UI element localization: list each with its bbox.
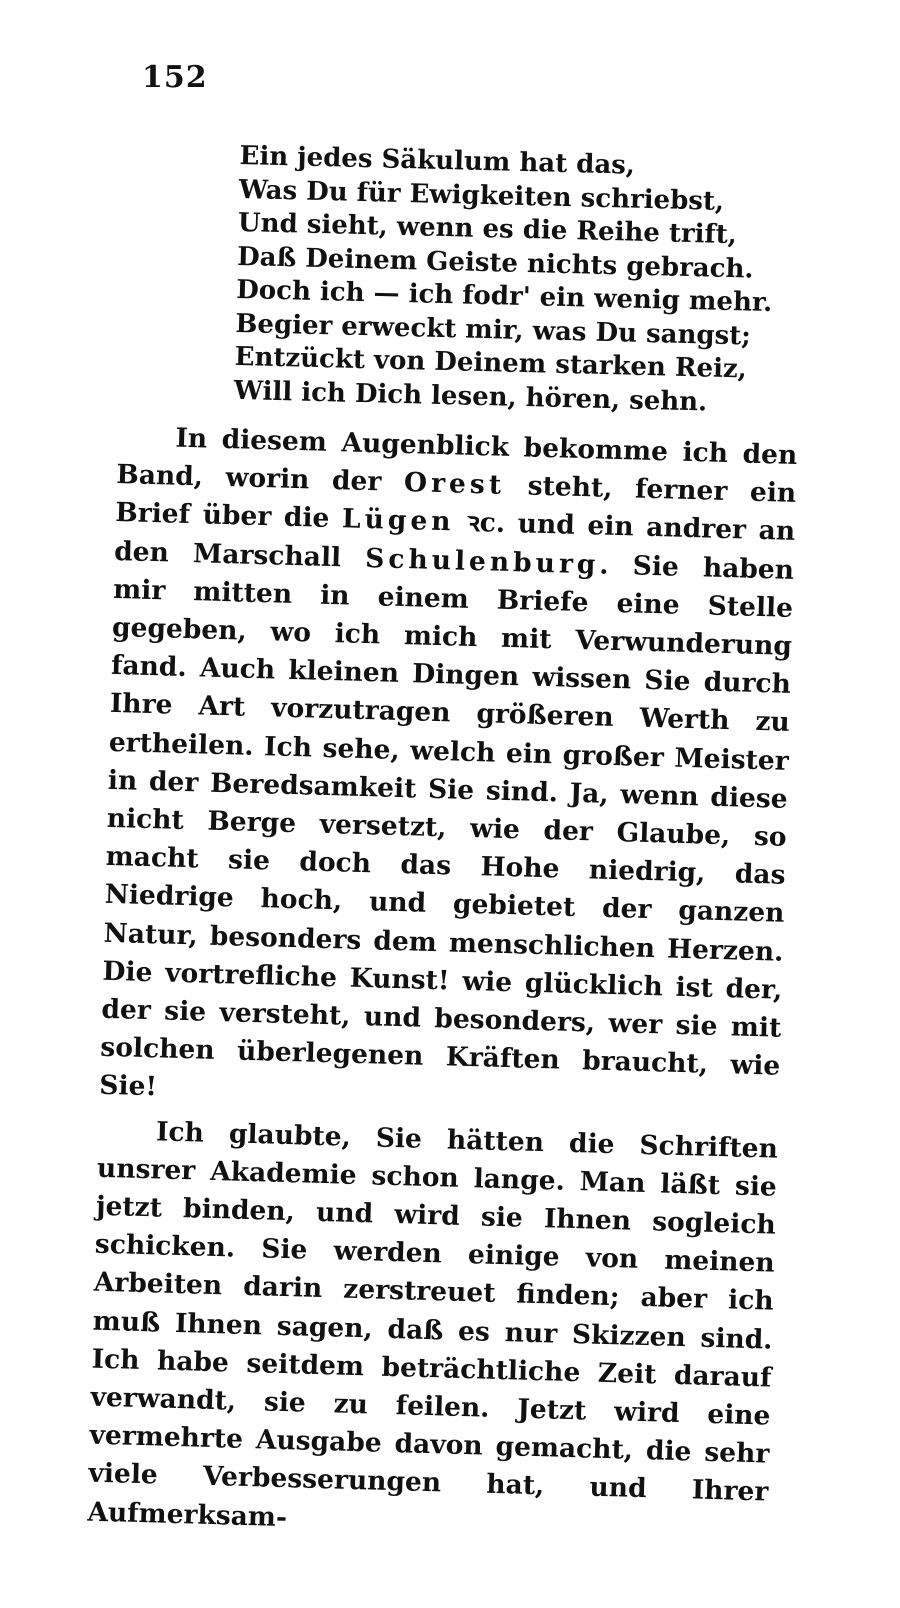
- poem-stanza: [233, 140, 779, 421]
- text-segment: In diesem Augenblick bekomme ich den Band, worin der: [115, 422, 798, 499]
- body-paragraph: [99, 418, 798, 1124]
- page-number: 152: [142, 60, 208, 95]
- emphasized-word: Lügen: [341, 503, 455, 538]
- text-segment: . Sie haben mir mitten in einem Briefe eine Stelle gegeben, wo ich mich mit Verwunderung fand. Auch kleinen Dingen wissen Sie durch Ihre Art vorzutragen größeren Werth zu ertheilen. Ich sehe, welch ein großer Meister in der Beredsamkeit Sie sind. Ja, wenn diese nicht Berge versetzt, wie der Glaube, so macht sie doch das Hohe niedrig, das Niedrige hoch, und gebietet der ganzen Natur, besonders dem menschlichen Herzen. Die vortrefliche Kunst! wie glücklich ist der, der sie versteht, und besonders, wer sie mit solchen überlegenen Kräften braucht, wie Sie!: [98, 549, 795, 1103]
- body-paragraph: Ich glaubte, Sie hätten die Schriften unsrer Akademie schon lange. Man läßt sie jetzt binden, und wird sie Ihnen sogleich schicken. Sie werden einige von meinen Arbeiten darin zerstreuet finden; aber ich muß Ihnen sagen, daß es nur Skizzen sind. Ich habe seitdem beträchtliche Zeit darauf verwandt, sie zu feilen. Jetzt wird eine vermehrte Ausgabe davon gemacht, die sehr viele Verbesserungen hat, und Ihrer Aufmerksam-: [87, 1116, 779, 1533]
- emphasized-word: Orest: [403, 467, 506, 502]
- prose-body: [87, 418, 798, 1550]
- poem-line: Will ich Dich lesen, hören, sehn.: [233, 375, 708, 417]
- poem-line: Ein jedes Säkulum hat das,: [239, 140, 636, 181]
- poem-line: Doch ich — ich fodr' ein wenig mehr.: [235, 274, 773, 319]
- emphasized-word: Schulenburg: [364, 542, 600, 581]
- poem-line: Entzückt von Deinem starken Reiz,: [234, 341, 748, 385]
- poem-line: Und sieht, wenn es die Reihe trift,: [237, 207, 738, 251]
- poem-line: Was Du für Ewigkeiten schriebst,: [238, 174, 725, 217]
- poem-line: Daß Deinem Geiste nichts gebrach.: [236, 241, 754, 285]
- poem-line: Begier erweckt mir, was Du sangst;: [235, 308, 752, 352]
- text-segment: ꝛc. und ein andrer an den Marschall: [113, 506, 796, 574]
- text-segment: steht, ferner ein Brief über die: [114, 470, 797, 535]
